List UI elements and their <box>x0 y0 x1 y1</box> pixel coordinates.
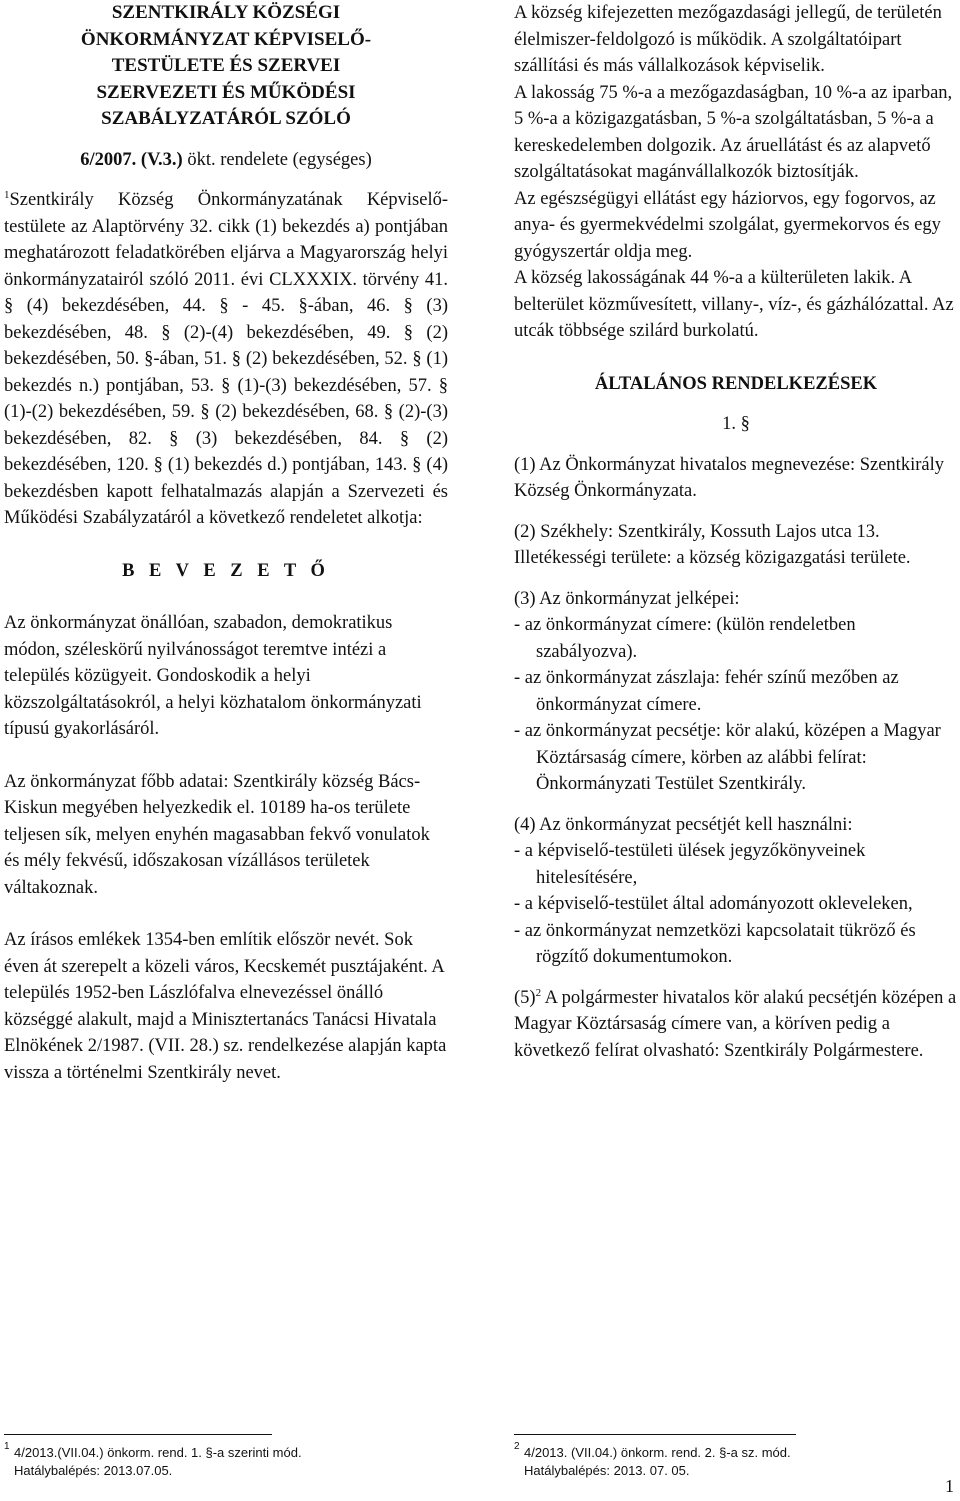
footnote-text: Hatálybalépés: 2013. 07. 05. <box>524 1463 690 1478</box>
paragraph: Az írásos emlékek 1354-ben említik először nevét. Sok éven át szerepelt a közeli város, Kecskemét pusztájaként. A település 1952-ben Lászlófalva elnevezéssel önálló községgé alakult, majd a Minisztertanács Tanácsi Hivatala Elnökének 2/1987. (VII. 28.) sz. rendelkezése alapján kapta vissza a történelmi Szentkirály nevet. <box>4 930 447 1083</box>
right-column <box>514 0 958 1064</box>
footnote-number: 2 <box>514 1441 520 1452</box>
title-line: SZENTKIRÁLY KÖZSÉGI <box>111 2 341 23</box>
list-item: - az önkormányzat zászlaja: fehér színű mezőben az önkormányzat címere. <box>514 668 899 715</box>
footnote-text: 4/2013.(VII.04.) önkorm. rend. 1. §-a szerinti mód. <box>14 1445 302 1460</box>
footnote-right <box>514 1441 914 1480</box>
clause: (1) Az Önkormányzat hivatalos megnevezése: Szentkirály Község Önkormányzata. <box>514 454 944 501</box>
clause: Illetékességi területe: a község közigazgatási területe. <box>514 548 911 568</box>
paragraph: Az önkormányzat főbb adatai: Szentkirály község Bács-Kiskun megyében helyezkedik el. 10189 ha-os területe teljesen sík, melyen enyhén magasabban fekvő vonulatok és mély fekvésű, időszakosan vízállásos területek váltakoznak. <box>4 771 430 898</box>
list-item: - az önkormányzat pecsétje: kör alakú, középen a Magyar Köztársaság címere, körben az alábbi felírat: Önkormányzati Testület Szentkirály. <box>514 721 941 794</box>
list-item: - a képviselő-testületi ülések jegyzőkönyveinek hitelesítésére, <box>514 841 866 888</box>
left-column <box>4 0 448 1086</box>
list-item: - az önkormányzat címere: (külön rendeletben szabályozva). <box>514 615 856 662</box>
title-line: TESTÜLETE ÉS SZERVEI <box>111 55 341 76</box>
clause: (4) Az önkormányzat pecsétjét kell használni: <box>514 814 853 835</box>
title-line: SZABÁLYZATÁRÓL SZÓLÓ <box>101 108 351 129</box>
footnote-number: 1 <box>4 1441 10 1452</box>
clause-prefix: (5) <box>514 987 536 1008</box>
title-line: SZERVEZETI ÉS MŰKÖDÉSI <box>96 81 356 103</box>
decree-number-bold: 6/2007. (V.3.) <box>80 149 183 170</box>
section-heading-bevezeto: B E V E Z E T Ő <box>122 560 330 581</box>
footnote-left <box>4 1441 444 1480</box>
section-number: 1. § <box>722 414 750 434</box>
title-line: ÖNKORMÁNYZAT KÉPVISELŐ- <box>80 28 372 50</box>
paragraph: Az egészségügyi ellátást egy háziorvos, egy fogorvos, az anya- és gyermekvédelmi szolgálat, gyermekorvos és egy gyógyszertár oldja meg. <box>514 188 941 262</box>
footnote-text: Hatálybalépés: 2013.07.05. <box>14 1463 173 1478</box>
paragraph: A község lakosságának 44 %-a a külterületen lakik. A belterület közművesített, villany-, víz-, és gázhálózattal. Az utcák többsége szilárd burkolatú. <box>514 268 954 341</box>
paragraph: Az önkormányzat önállóan, szabadon, demokratikus módon, széleskörű nyilvánosságot teremtve intézi a település közügyeit. Gondoskodik a helyi közszolgáltatásokról, a helyi közhatalom önkormányzati típusú gyakorlásáról. <box>4 613 422 739</box>
decree-number <box>4 147 448 174</box>
footnote-divider <box>4 1434 272 1435</box>
footnote-text: 4/2013. (VII.04.) önkorm. rend. 2. §-a sz. mód. <box>524 1445 791 1460</box>
page-number: 1 <box>945 1476 954 1496</box>
clause: (3) Az önkormányzat jelképei: <box>514 588 740 609</box>
clause-text: A polgármester hivatalos kör alakú pecsétjén középen a Magyar Köztársaság címere van, a köríven pedig a következő felírat olvasható: Szentkirály Polgármestere. <box>514 987 957 1061</box>
list-item: - az önkormányzat nemzetközi kapcsolatait tükröző és rögzítő dokumentumokon. <box>514 920 916 967</box>
list-item: - a képviselő-testület által adományozott okleveleken, <box>514 894 913 914</box>
section-heading-general: ÁLTALÁNOS RENDELKEZÉSEK <box>594 373 878 394</box>
paragraph: A község kifejezetten mezőgazdasági jellegű, de területén élelmiszer-feldolgozó is működik. A szolgáltatóipart szállítási és más vállalkozások képviselik. <box>514 3 942 76</box>
footnote-ref: 2 <box>535 986 542 999</box>
preamble-text: Szentkirály Község Önkormányzatának Képviselő-testülete az Alaptörvény 32. cikk (1) bekezdés a) pontjában meghatározott feladatkörében eljárva a Magyarország helyi önkormányzatairól szóló 2011. évi CLXXXIX. törvény 41. § (4) bekezdésében, 44. § - 45. §-ában, 46. § (3) bekezdésében, 48. § (2)-(4) bekezdésében, 49. § (2) bekezdésében, 50. §-ában, 51. § (2) bekezdésében, 52. § (1) bekezdés n.) pontjában, 53. § (1)-(3) bekezdésében, 57. § (1)-(2) bekezdésében, 59. § (2) bekezdésében, 68. § (2)-(3) bekezdésében, 82. § (3) bekezdésében, 84. § (2) bekezdésében, 120. § (1) bekezdés d.) pontjában, 143. § (4) bekezdésben kapott felhatalmazás alapján a Szervezeti és Működési Szabályzatáról a következő rendeletet alkotja: <box>4 190 448 528</box>
footnote-ref: 1 <box>4 188 10 201</box>
preamble <box>4 187 448 532</box>
footnote-divider <box>514 1434 796 1435</box>
paragraph: A lakosság 75 %-a a mezőgazdaságban, 10 %-a az iparban, 5 %-a a közigazgatásban, 5 %-a szolgáltatásban, 5 %-a a kereskedelemben dolgozik. Az áruellátást és az alapvető szolgáltatásokat magánvállalkozók biztosítják. <box>514 82 953 182</box>
clause: (2) Székhely: Szentkirály, Kossuth Lajos utca 13. <box>514 521 880 542</box>
document-title <box>4 0 448 133</box>
decree-number-rest: ökt. rendelete (egységes) <box>182 149 372 170</box>
clause <box>514 985 958 1065</box>
